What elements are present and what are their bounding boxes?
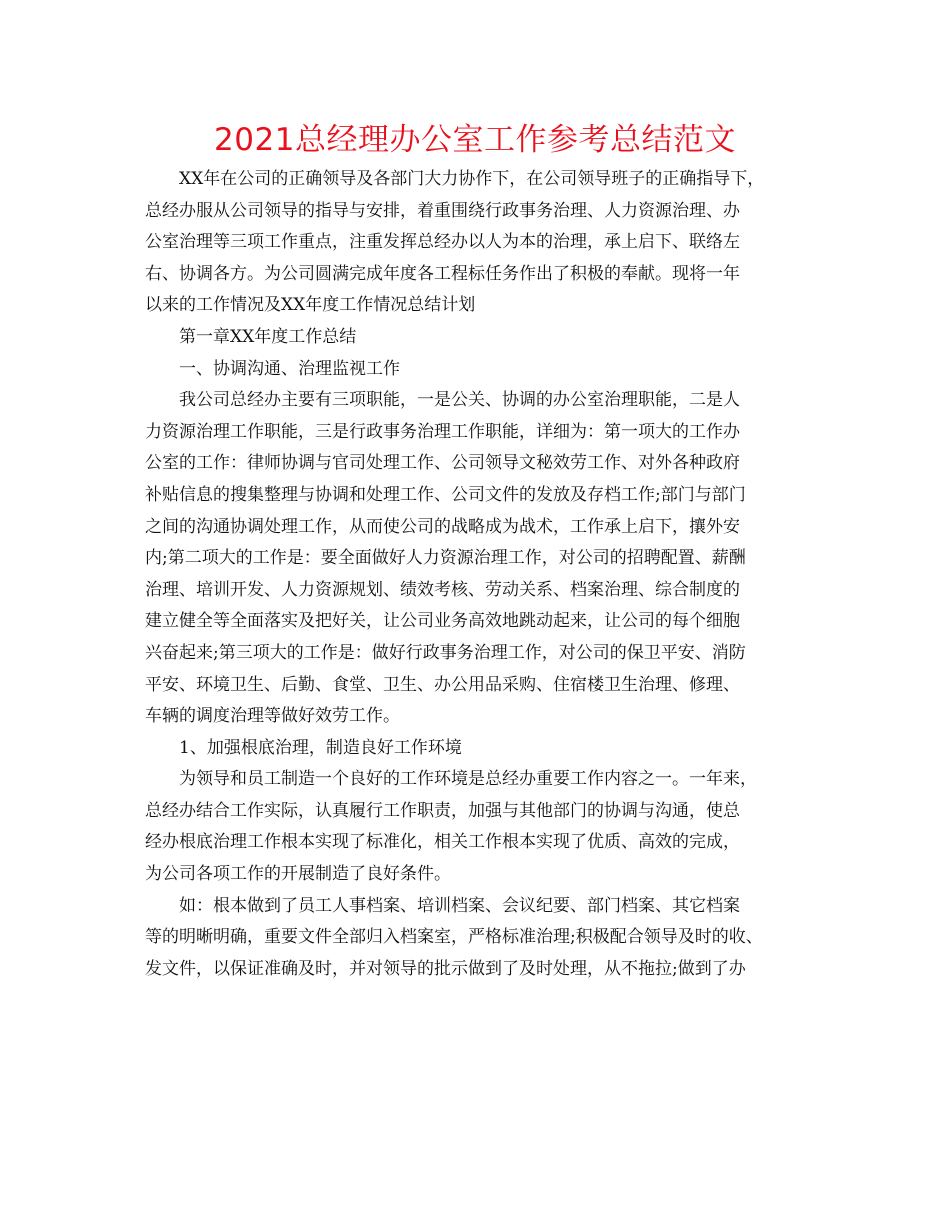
document-title: 2021总经理办公室工作参考总结范文: [214, 122, 736, 158]
text-line: 兴奋起来;第三项大的工作是：做好行政事务治理工作，对公司的保卫平安、消防: [145, 642, 746, 663]
text-line: 发文件，以保证准确及时，并对领导的批示做到了及时处理，从不拖拉;做到了办: [145, 958, 746, 979]
text-line: 建立健全等全面落实及把好关，让公司业务高效地跳动起来，让公司的每个细胞: [145, 611, 740, 632]
text-line: 内;第二项大的工作是：要全面做好人力资源治理工作，对公司的招聘配置、薪酬: [145, 548, 746, 569]
text-line: 公室的工作：律师协调与官司处理工作、公司领导文秘效劳工作、对外各种政府: [145, 453, 740, 474]
text-line: 总经办服从公司领导的指导与安排，着重围绕行政事务治理、人力资源治理、办: [145, 200, 740, 221]
text-line: 治理、培训开发、人力资源规划、绩效考核、劳动关系、档案治理、综合制度的: [145, 579, 740, 600]
text-line: 车辆的调度治理等做好效劳工作。: [145, 706, 400, 727]
text-line: XX年在公司的正确领导及各部门大力协作下，在公司领导班子的正确指导下，: [179, 169, 765, 189]
text-line: 我公司总经办主要有三项职能，一是公关、协调的办公室治理职能，二是人: [179, 390, 740, 411]
text-line: 经办根底治理工作根本实现了标准化，相关工作根本实现了优质、高效的完成，: [145, 832, 740, 853]
section-heading: 一、协调沟通、治理监视工作: [179, 358, 400, 379]
text-line: 平安、环境卫生、后勤、食堂、卫生、办公用品采购、住宿楼卫生治理、修理、: [145, 674, 740, 695]
text-line: 右、协调各方。为公司圆满完成年度各工程标任务作出了积极的奉献。现将一年: [145, 263, 740, 284]
text-line: 补贴信息的搜集整理与协调和处理工作、公司文件的发放及存档工作;部门与部门: [145, 484, 746, 505]
text-line: 之间的沟通协调处理工作，从而使公司的战略成为战术，工作承上启下，攘外安: [145, 516, 740, 537]
text-line: 为公司各项工作的开展制造了良好条件。: [145, 864, 451, 885]
chapter-heading: 第一章XX年度工作总结: [179, 326, 357, 347]
text-line: 等的明晰明确，重要文件全部归入档案室，严格标准治理;积极配合领导及时的收、: [145, 927, 763, 948]
text-line: 力资源治理工作职能，三是行政事务治理工作职能，详细为：第一项大的工作办: [145, 421, 740, 442]
text-line: 以来的工作情况及XX年度工作情况总结计划: [145, 295, 476, 316]
document-body: [145, 164, 820, 985]
text-line: 如：根本做到了员工人事档案、培训档案、会议纪要、部门档案、其它档案: [179, 895, 740, 916]
text-line: 总经办结合工作实际，认真履行工作职责，加强与其他部门的协调与沟通，使总: [145, 800, 740, 821]
subsection-heading: 1、加强根底治理，制造良好工作环境: [179, 737, 462, 758]
text-line: 为领导和员工制造一个良好的工作环境是总经办重要工作内容之一。一年来，: [179, 769, 757, 790]
text-line: 公室治理等三项工作重点，注重发挥总经办以人为本的治理，承上启下、联络左: [145, 232, 740, 253]
